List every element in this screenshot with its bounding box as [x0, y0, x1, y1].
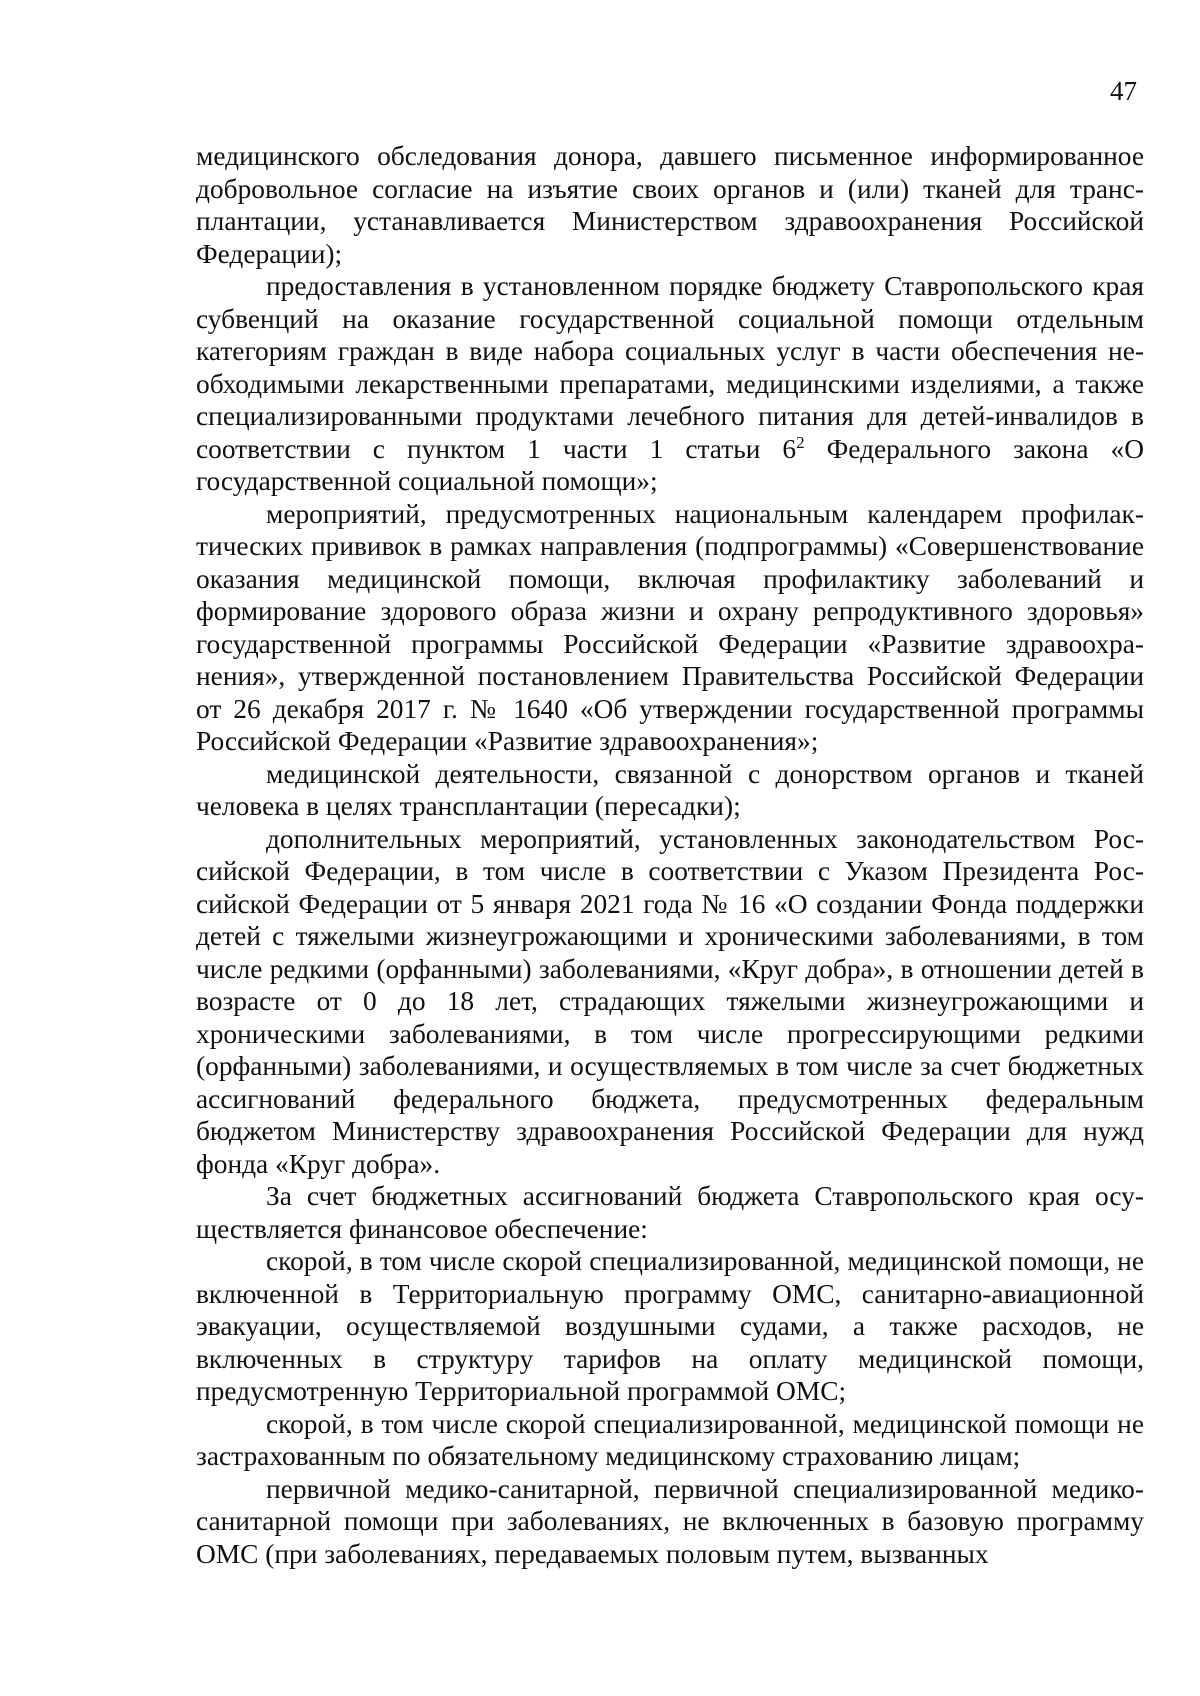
paragraph-subventions: [196, 270, 1144, 498]
paragraph-primary-care: первичной медико-санитарной, первичной специализированной медико-санитарной помощи при заболеваниях, не включенных в базовую программу ОМС (при заболеваниях, передаваемых половым путем, вызванных: [196, 1473, 1144, 1569]
paragraph-donor-examination: медицинского обследования донора, давшего письменное информированное добровольное согласие на изъятие своих органов и (или) тканей для трансплантации, устанавливается Министерством здравоохранения Российской Федерации);: [196, 141, 1144, 269]
paragraph-vaccination-calendar: мероприятий, предусмотренных национальным календарем профилактических прививок в рамках направления (подпрограммы) «Совершенствование оказания медицинской помощи, включая профилактику заболеваний и формирование здорового образа жизни и охрану репродуктивного здоровья» государственной программы Российской Федерации «Развитие здравоохранения», утвержденной постановлением Правительства Российской Федерации от 26 декабря 2017 г. № 1640 «Об утверждении государственной программы Российской Федерации «Развитие здравоохранения»;: [196, 498, 1144, 756]
paragraph-subventions-text-end: Федерального закона «О государственной социальной помощи»;: [196, 433, 1144, 496]
paragraph-subventions-text: предоставления в установленном порядке бюджету Ставропольского края субвенций на оказание государственной социальной помощи отдельным категориям граждан в виде набора социальных услуг в части обеспечения необходимыми лекарственными препаратами, медицинскими изделиями, а также специализированными продуктами лечебного питания для детей-инвалидов в соответствии с пунктом 1 части 1 статьи 6: [196, 271, 1144, 464]
document-body: [196, 140, 1144, 1570]
paragraph-emergency-uninsured: скорой, в том числе скорой специализированной, медицинской помощи не застрахованным по обязательному медицинскому страхованию лицам;: [196, 1408, 1144, 1471]
paragraph-emergency-care: скорой, в том числе скорой специализированной, медицинской помощи, не включенной в Территориальную программу ОМС, санитарно-авиационной эвакуации, осуществляемой воздушными судами, а также расходов, не включенных в структуру тарифов на оплату медицинской помощи, предусмотренную Территориальной программой ОМС;: [196, 1246, 1144, 1406]
superscript-article-number: 2: [796, 432, 805, 452]
page-number: 47: [1110, 76, 1137, 106]
paragraph-additional-measures: дополнительных мероприятий, установленных законодательством Российской Федерации, в том числе в соответствии с Указом Президента Российской Федерации от 5 января 2021 года № 16 «О создании Фонда поддержки детей с тяжелыми жизнеугрожающими и хроническими заболеваниями, в том числе редкими (орфанными) заболеваниями, «Круг добра», в отношении детей в возрасте от 0 до 18 лет, страдающих тяжелыми жизнеугрожающими и хроническими заболеваниями, в том числе прогрессирующими редкими (орфанными) заболеваниями, и осуществляемых в том числе за счет бюджетных ассигнований федерального бюджета, предусмотренных федеральным бюджетом Министерству здравоохранения Российской Федерации для нужд фонда «Круг добра».: [196, 823, 1144, 1179]
paragraph-regional-budget: За счет бюджетных ассигнований бюджета Ставропольского края осуществляется финансовое обеспечение:: [196, 1181, 1144, 1244]
paragraph-organ-donation: медицинской деятельности, связанной с донорством органов и тканей человека в целях трансплантации (пересадки);: [196, 758, 1144, 821]
